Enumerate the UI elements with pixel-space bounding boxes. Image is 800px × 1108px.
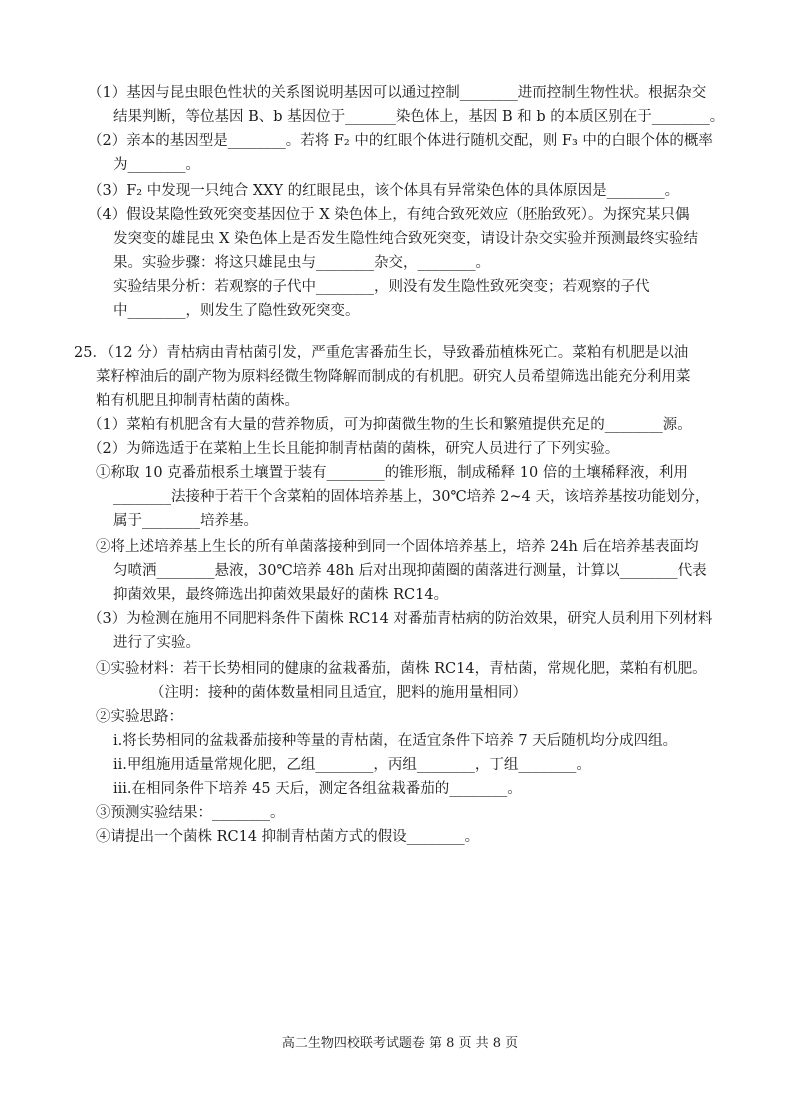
q24-line: 为________。 bbox=[113, 157, 200, 173]
q25-line: ③预测实验结果：________。 bbox=[96, 805, 285, 821]
q24-line: 中________，则发生了隐性致死突变。 bbox=[113, 303, 360, 319]
q25-line: i.将长势相同的盆栽番茄接种等量的青枯菌，在适宜条件下培养 7 天后随机均分成四组。 bbox=[113, 733, 678, 749]
q25-line: ②将上述培养基上生长的所有单菌落接种到同一个固体培养基上，培养 24h 后在培养基表面均 bbox=[96, 539, 699, 555]
q24-line: （4）假设某隐性致死突变基因位于 X 染色体上，有纯合致死效应（胚胎致死）。为探究某只偶 bbox=[88, 207, 690, 223]
q24-line: 实验结果分析：若观察的子代中________，则没有发生隐性致死突变；若观察的子代 bbox=[113, 279, 650, 295]
q25-line: ________法接种于若干个含菜粕的固体培养基上，30℃培养 2~4 天，该培养基按功能划分， bbox=[113, 489, 710, 505]
q25-line: 抑菌效果，最终筛选出抑菌效果最好的菌株 RC14。 bbox=[113, 587, 449, 603]
q25-line: （3）为检测在施用不同肥料条件下菌株 RC14 对番茄青枯病的防治效果，研究人员利用下列材料 bbox=[88, 611, 713, 627]
q25-line: 匀喷洒________悬液，30℃培养 48h 后对出现抑菌圈的菌落进行测量，计算以________代表 bbox=[113, 563, 707, 579]
q25-line: （2）为筛选适于在菜粕上生长且能抑制青枯菌的菌株，研究人员进行了下列实验。 bbox=[88, 441, 620, 457]
q25-line: iii.在相同条件下培养 45 天后，测定各组盆栽番茄的________。 bbox=[113, 781, 522, 797]
q25-line: ①实验材料：若干长势相同的健康的盆栽番茄，菌株 RC14，青枯菌，常规化肥，菜粕有机肥。 bbox=[96, 661, 707, 677]
q25-line: 进行了实验。 bbox=[113, 635, 200, 651]
q25-line: 25．（12 分）青枯病由青枯菌引发，严重危害番茄生长，导致番茄植株死亡。菜粕有机肥是以油 bbox=[74, 345, 689, 361]
page-footer: 高二生物四校联考试题卷 第 8 页 共 8 页 bbox=[281, 1036, 519, 1051]
q25-line: ①称取 10 克番茄根系土壤置于装有________的锥形瓶，制成稀释 10 倍的土壤稀释液，利用 bbox=[96, 465, 688, 481]
q24-line: 结果判断，等位基因 B、b 基因位于_______染色体上，基因 B 和 b 的本质区别在于________。 bbox=[113, 109, 725, 125]
q24-line: （1）基因与昆虫眼色性状的关系图说明基因可以通过控制________进而控制生物性状。根据杂交 bbox=[88, 85, 707, 101]
q25-line: 粕有机肥且抑制青枯菌的菌株。 bbox=[96, 393, 299, 409]
q24-line: 果。实验步骤：将这只雄昆虫与________杂交，________。 bbox=[113, 255, 490, 271]
q24-line: （2）亲本的基因型是________。若将 F₂ 中的红眼个体进行随机交配，则 F₃ 中的白眼个体的概率 bbox=[88, 133, 713, 149]
q25-line: 属于________培养基。 bbox=[113, 513, 258, 529]
q25-line: 菜籽榨油后的副产物为原料经微生物降解而制成的有机肥。研究人员希望筛选出能充分利用菜 bbox=[96, 369, 691, 385]
q24-line: （3）F₂ 中发现一只纯合 XXY 的红眼昆虫，该个体具有异常染色体的具体原因是________。 bbox=[88, 183, 680, 199]
q25-line: ii.甲组施用适量常规化肥，乙组________，丙组________，丁组________。 bbox=[113, 757, 591, 773]
q25-line: （1）菜粕有机肥含有大量的营养物质，可为抑菌微生物的生长和繁殖提供充足的________源。 bbox=[88, 417, 692, 433]
q25-note: （注明：接种的菌体数量相同且适宜，肥料的施用量相同） bbox=[150, 685, 527, 701]
q24-line: 发突变的雄昆虫 X 染色体上是否发生隐性纯合致死突变，请设计杂交实验并预测最终实验结 bbox=[113, 231, 699, 247]
q25-line: ④请提出一个菌株 RC14 抑制青枯菌方式的假设________。 bbox=[96, 829, 480, 845]
q25-line: ②实验思路： bbox=[96, 709, 183, 725]
